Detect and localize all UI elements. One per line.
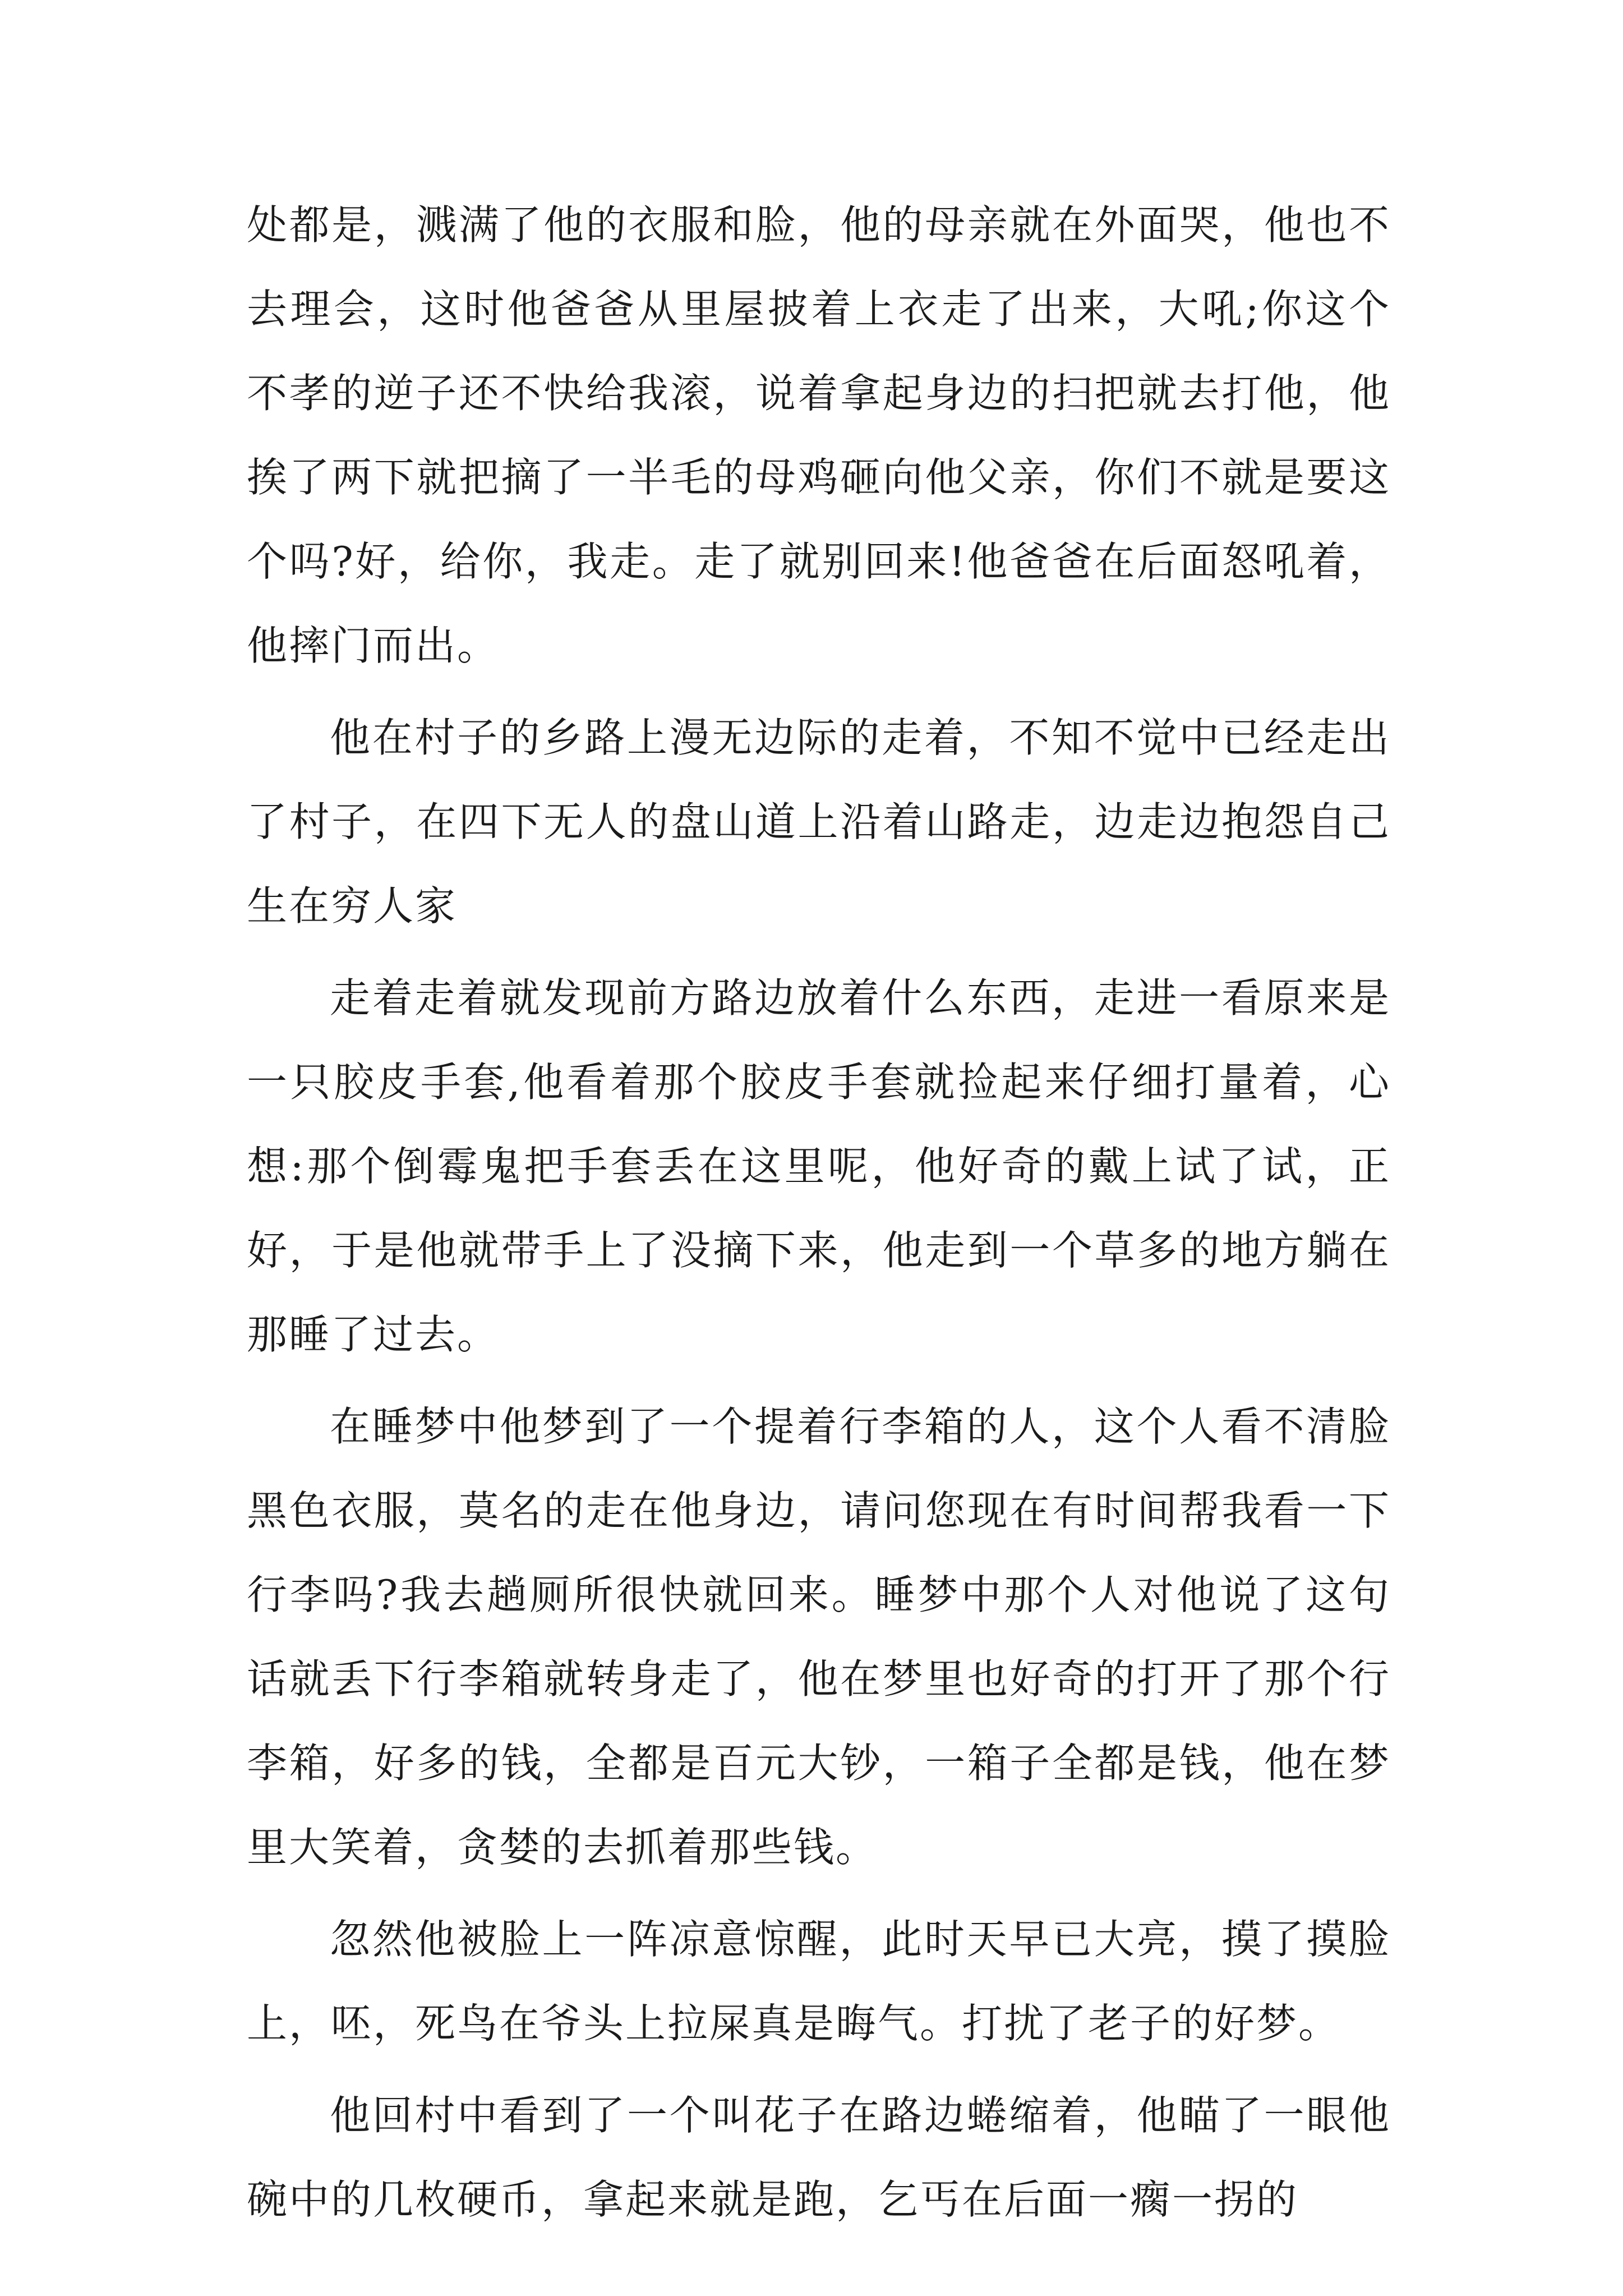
paragraph: 处都是，溅满了他的衣服和脸，他的母亲就在外面哭，他也不去理会，这时他爸爸从里屋披着上衣走了出来，大吼;你这个不孝的逆子还不快给我滚，说着拿起身边的扫把就去打他，他挨了两下就把摘了一半毛的母鸡砸向他父亲，你们不就是要这个吗?好，给你，我走。走了就别回来!他爸爸在后面怒吼着，他摔门而出。 [247, 201, 1391, 669]
paragraph: 他回村中看到了一个叫花子在路边蜷缩着，他瞄了一眼他碗中的几枚硬币，拿起来就是跑，乞丐在后面一瘸一拐的 [247, 2092, 1391, 2223]
paragraph: 忽然他被脸上一阵凉意惊醒，此时天早已大亮，摸了摸脸上，呸，死鸟在爷头上拉屎真是晦气。打扰了老子的好梦。 [247, 1916, 1391, 2047]
document-body [247, 183, 1391, 2249]
paragraph: 在睡梦中他梦到了一个提着行李箱的人，这个人看不清脸黑色衣服，莫名的走在他身边，请问您现在有时间帮我看一下行李吗?我去趟厕所很快就回来。睡梦中那个人对他说了这句话就丢下行李箱就转身走了，他在梦里也好奇的打开了那个行李箱，好多的钱，全都是百元大钞，一箱子全都是钱，他在梦里大笑着，贪婪的去抓着那些钱。 [247, 1403, 1391, 1871]
paragraph: 他在村子的乡路上漫无边际的走着，不知不觉中已经走出了村子，在四下无人的盘山道上沿着山路走，边走边抱怨自己生在穷人家 [247, 714, 1391, 930]
paragraph: 走着走着就发现前方路边放着什么东西，走进一看原来是一只胶皮手套,他看着那个胶皮手套就捡起来仔细打量着，心想:那个倒霉鬼把手套丢在这里呢，他好奇的戴上试了试，正好，于是他就带手上了没摘下来，他走到一个草多的地方躺在那睡了过去。 [247, 974, 1391, 1358]
